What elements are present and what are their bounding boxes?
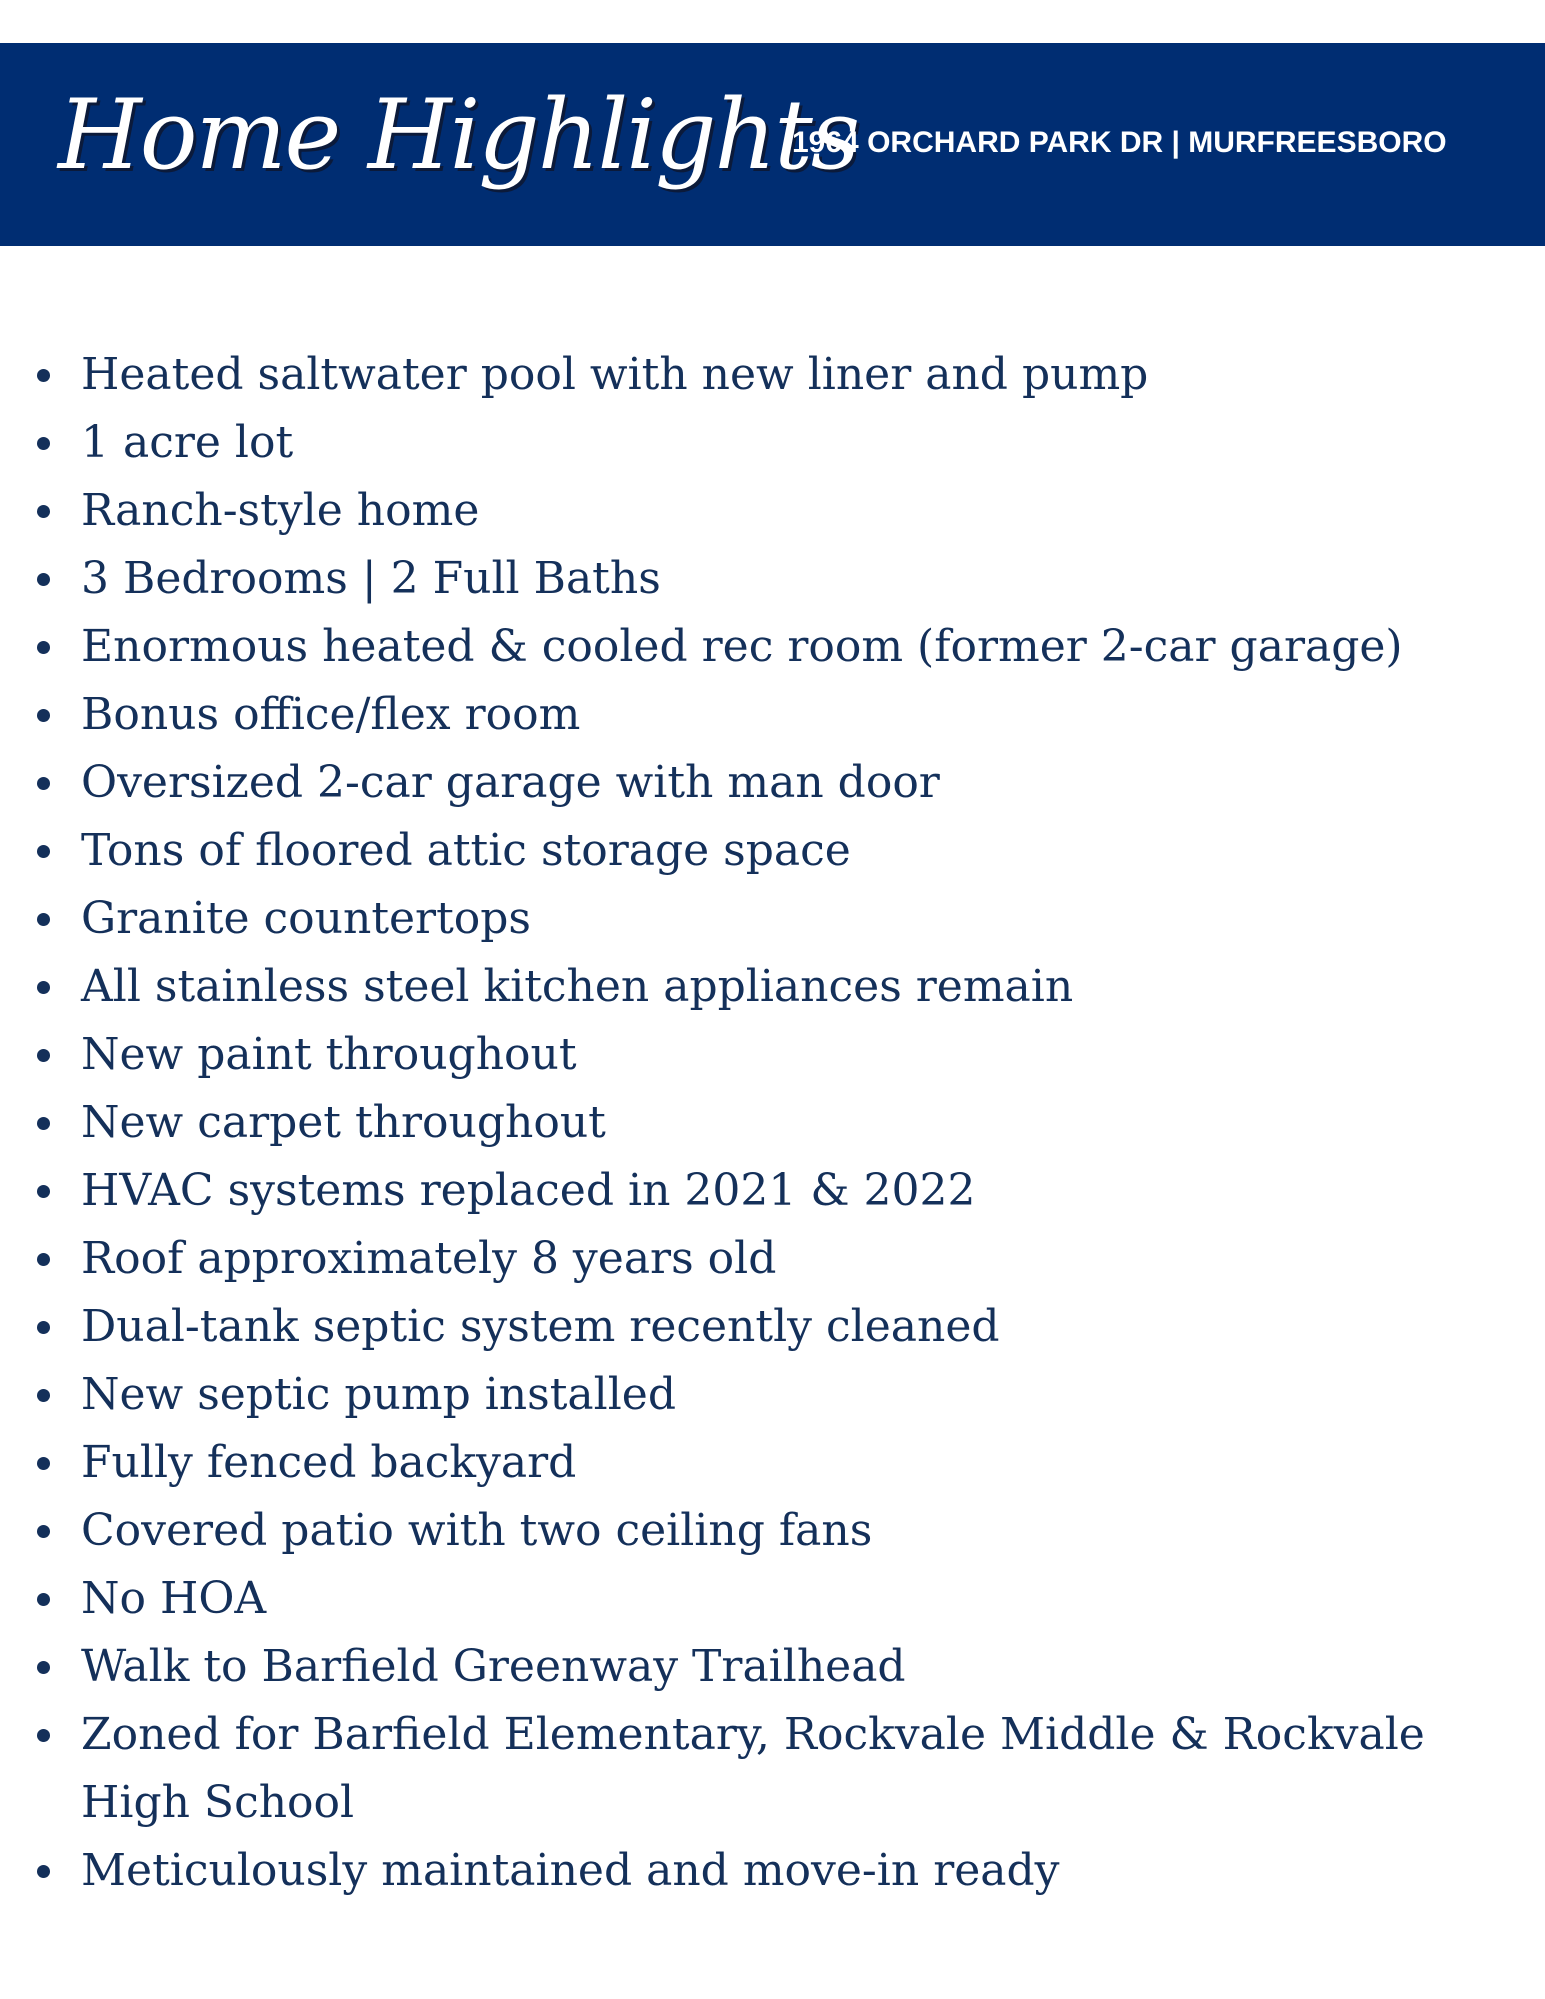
list-item: Walk to Barfield Greenway Trailhead <box>0 1633 1545 1701</box>
list-item: Zoned for Barfield Elementary, Rockvale Middle & Rockvale High School <box>0 1701 1545 1837</box>
highlights-list <box>0 341 1545 1905</box>
list-item: Heated saltwater pool with new liner and pump <box>0 341 1545 409</box>
list-item: Oversized 2-car garage with man door <box>0 749 1545 817</box>
list-item: All stainless steel kitchen appliances remain <box>0 953 1545 1021</box>
list-item: No HOA <box>0 1565 1545 1633</box>
page-title: Home Highlights <box>58 79 859 191</box>
list-item: Ranch-style home <box>0 477 1545 545</box>
list-item: Roof approximately 8 years old <box>0 1225 1545 1293</box>
list-item: New paint throughout <box>0 1021 1545 1089</box>
list-item: New carpet throughout <box>0 1089 1545 1157</box>
list-item: Fully fenced backyard <box>0 1429 1545 1497</box>
list-item: Tons of floored attic storage space <box>0 817 1545 885</box>
list-item: 3 Bedrooms | 2 Full Baths <box>0 545 1545 613</box>
list-item: 1 acre lot <box>0 409 1545 477</box>
header-banner <box>0 43 1545 246</box>
list-item: Bonus office/flex room <box>0 681 1545 749</box>
property-address: 1964 ORCHARD PARK DR | MURFREESBORO <box>792 126 1447 159</box>
list-item: Granite countertops <box>0 885 1545 953</box>
list-item: Covered patio with two ceiling fans <box>0 1497 1545 1565</box>
list-item: HVAC systems replaced in 2021 & 2022 <box>0 1157 1545 1225</box>
list-item: New septic pump installed <box>0 1361 1545 1429</box>
list-item: Dual-tank septic system recently cleaned <box>0 1293 1545 1361</box>
list-item: Meticulously maintained and move-in ready <box>0 1837 1545 1905</box>
list-item: Enormous heated & cooled rec room (former 2-car garage) <box>0 613 1545 681</box>
